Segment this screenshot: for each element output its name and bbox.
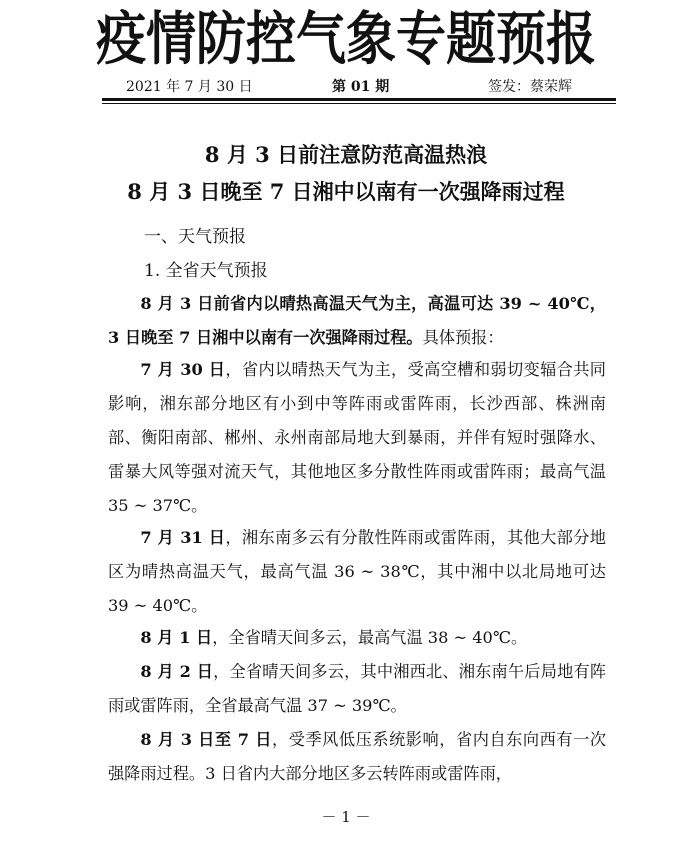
forecast-text: ，受季风低压系统影响，省内自东向西有一次强降雨过程。3 日省内大部分地区多云转阵雨或雷阵雨，: [108, 730, 607, 783]
forecast-text: ，全省晴天间多云，最高气温 38 ~ 40℃。: [212, 628, 528, 647]
headline-2: 8 月 3 日晚至 7 日湘中以南有一次强降雨过程: [127, 179, 565, 204]
forecast-day: 7 月 30 日: [140, 360, 226, 379]
summary-paragraph: [108, 287, 606, 355]
subsection-heading: 1. 全省天气预报: [144, 261, 268, 281]
forecast-paragraph: [108, 723, 606, 791]
summary-bold: 8 月 3 日前省内以晴热高温天气为主，高温可达 39 ~ 40℃，3 日晚至 7 日湘中以南有一次强降雨过程。: [108, 294, 606, 347]
forecast-day: 8 月 2 日: [140, 662, 214, 681]
page-number: － 1 －: [321, 808, 371, 826]
forecast-text: ，省内以晴热天气为主，受高空槽和弱切变辐合共同影响，湘东部分地区有小到中等阵雨或雷阵雨，长沙西部、株洲南部、衡阳南部、郴州、永州南部局地大到暴雨，并伴有短时强降水、雷暴大风等强对流天气，其他地区多分散性阵雨或雷阵雨；最高气温 35 ~ 37℃。: [108, 360, 606, 515]
header-rule-thin: [102, 103, 616, 104]
forecast-day: 7 月 31 日: [140, 528, 226, 547]
forecast-paragraph: [108, 353, 606, 523]
forecast-paragraph: [108, 621, 606, 655]
forecast-paragraph: [108, 655, 606, 723]
header-rule-thick: [102, 98, 616, 101]
masthead-title: 疫情防控气象专题预报: [96, 4, 596, 73]
forecast-paragraph: [108, 521, 606, 623]
forecast-text: ，全省晴天间多云，其中湘西北、湘东南午后局地有阵雨或雷阵雨，全省最高气温 37 ~ 39℃。: [108, 662, 607, 715]
headline-1: 8 月 3 日前注意防范高温热浪: [204, 142, 488, 167]
issue-date: 2021 年 7 月 30 日: [126, 79, 253, 95]
issue-number: 第 01 期: [332, 79, 390, 95]
summary-rest: 具体预报：: [422, 328, 504, 347]
signer: 签发：蔡荣辉: [488, 79, 572, 95]
forecast-text: ，湘东南多云有分散性阵雨或雷阵雨，其他大部分地区为晴热高温天气，最高气温 36 ~ 38℃，其中湘中以北局地可达 39 ~ 40℃。: [108, 528, 606, 615]
forecast-day: 8 月 3 日至 7 日: [140, 730, 272, 749]
forecast-day: 8 月 1 日: [140, 628, 213, 647]
section-heading: 一、天气预报: [144, 227, 246, 247]
